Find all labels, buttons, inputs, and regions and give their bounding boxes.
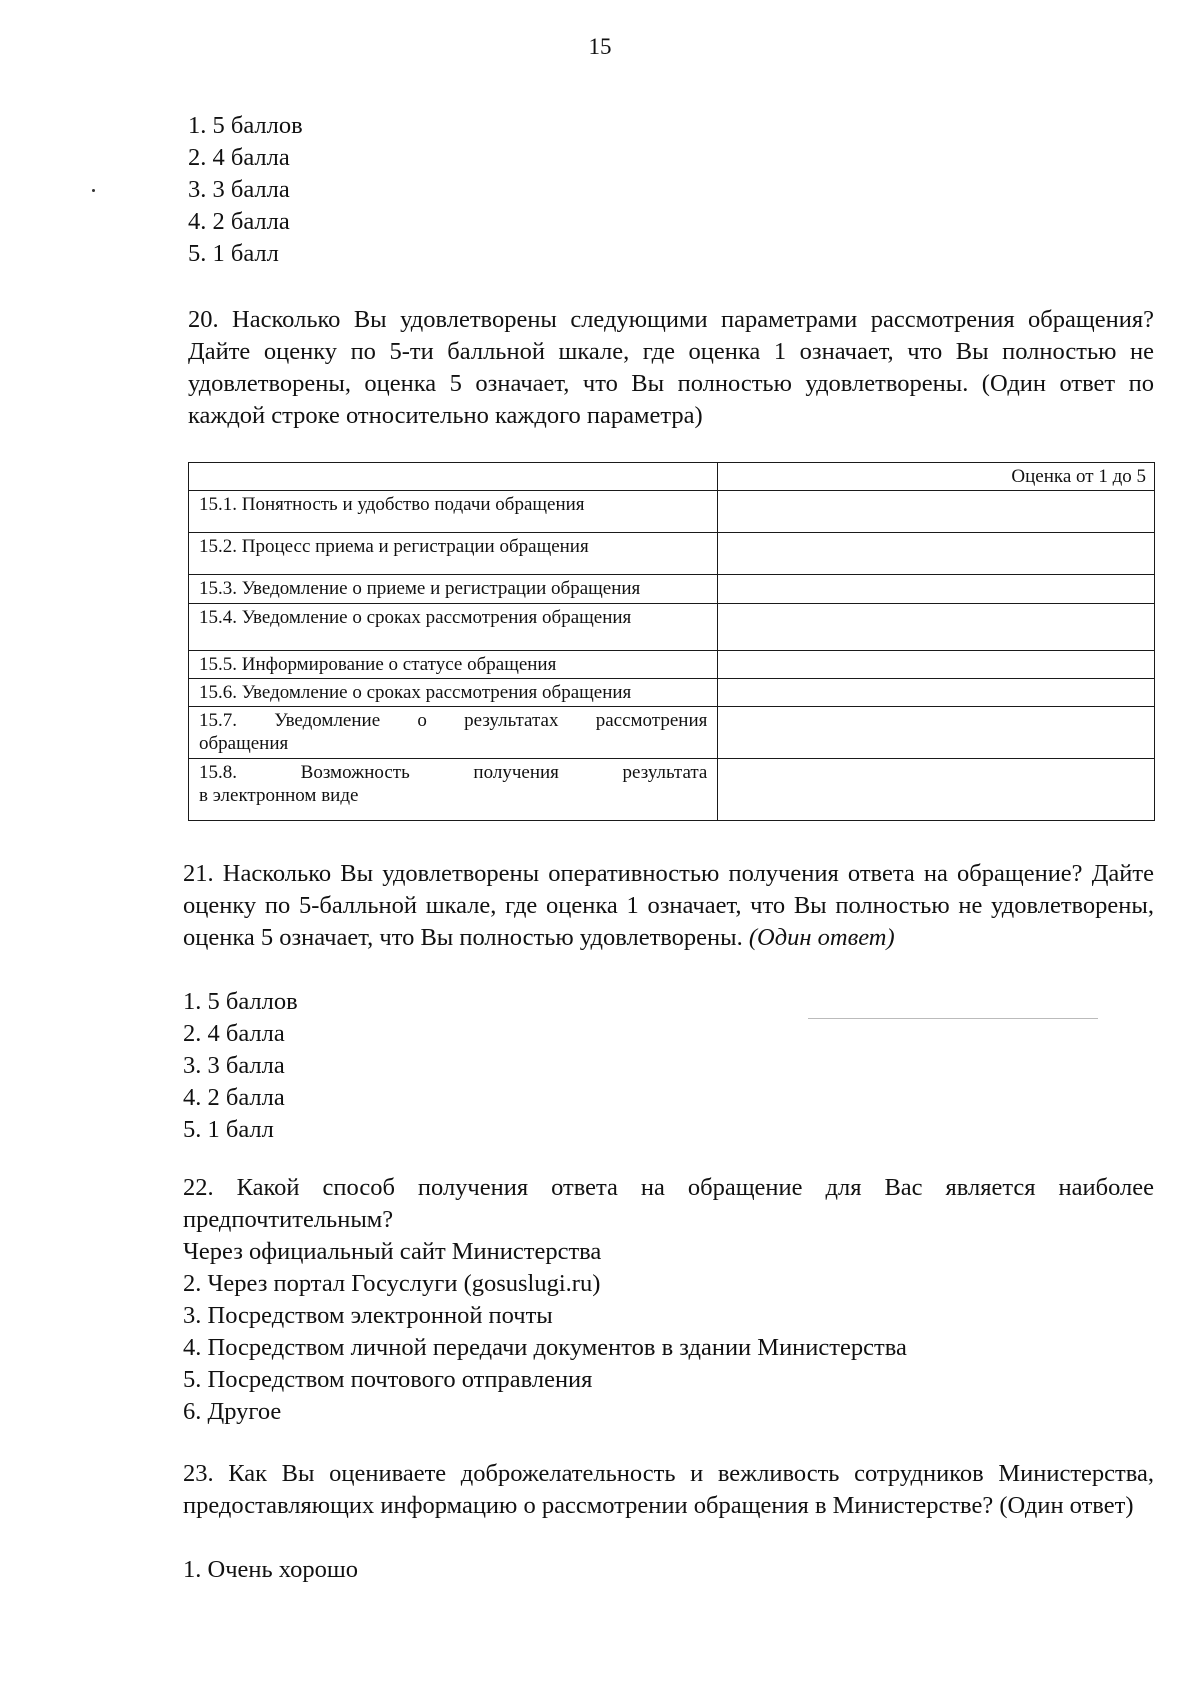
question-23-options [183,1554,783,1586]
table-row-label: 15.3. Уведомление о приеме и регистрации обращения [189,575,718,604]
list-item: 5. Посредством почтового отправления [183,1366,593,1393]
table-row [189,604,1155,651]
table-row-label [189,707,718,759]
list-item: 2. Через портал Госуслуги (gosuslugi.ru) [183,1270,601,1297]
table-header-empty [189,463,718,491]
question-21-text: 21. Насколько Вы удовлетворены оперативностью получения ответа на обращение? Дайте оценку по 5-балльной шкале, где оценка 1 означает, что Вы полностью не удовлетворены, оценка 5 означает, что Вы полностью удовлетворены. [183,860,1154,951]
table-row [189,575,1155,604]
list-item: 6. Другое [183,1398,282,1425]
table-row [189,707,1155,759]
rating-table [188,462,1155,821]
table-row-label-line: в электронном виде [199,785,359,806]
table-row-label: 15.1. Понятность и удобство подачи обращения [189,491,718,533]
scan-artifact-line [808,1018,1098,1019]
list-item: 4. 2 балла [183,1084,285,1111]
table-row [189,679,1155,707]
table-row-value[interactable] [718,679,1155,707]
list-item: 3. 3 балла [183,1052,285,1079]
table-header-row [189,463,1155,491]
page-number: 15 [588,34,612,59]
question-21-options [183,986,583,1146]
question-22-options [183,1236,1154,1428]
list-item: Через официальный сайт Министерства [183,1238,602,1265]
table-row-value[interactable] [718,575,1155,604]
scan-speck [92,189,95,192]
table-row-label: 15.4. Уведомление о сроках рассмотрения обращения [189,604,718,651]
table-row [189,651,1155,679]
table-row-label [189,759,718,821]
table-row-value[interactable] [718,651,1155,679]
table-row-label: 15.6. Уведомление о сроках рассмотрения обращения [189,679,718,707]
list-item: 2. 4 балла [188,144,290,171]
list-item: 1. 5 баллов [188,112,303,139]
table-row-label-line: 15.7. Уведомление о результатах рассмотрения [199,710,708,731]
table-row-label: 15.5. Информирование о статусе обращения [189,651,718,679]
question-21 [183,858,1154,954]
list-item: 5. 1 балл [188,240,279,267]
top-answer-list [188,110,588,270]
table-row [189,533,1155,575]
table-row-value[interactable] [718,759,1155,821]
table-row [189,759,1155,821]
table-header-score: Оценка от 1 до 5 [718,463,1155,491]
list-item: 3. 3 балла [188,176,290,203]
list-item: 4. Посредством личной передачи документов в здании Министерства [183,1334,907,1361]
list-item: 5. 1 балл [183,1116,274,1143]
table-row-label-line: обращения [199,733,289,754]
list-item: 1. 5 баллов [183,988,298,1015]
question-23: 23. Как Вы оцениваете доброжелательность и вежливость сотрудников Министерства, предоставляющих информацию о рассмотрении обращения в Министерстве? (Один ответ) [183,1460,1154,1519]
question-20: 20. Насколько Вы удовлетворены следующими параметрами рассмотрения обращения? Дайте оценку по 5-ти балльной шкале, где оценка 1 означает, что Вы полностью не удовлетворены, оценка 5 означает, что Вы полностью удовлетворены. (Один ответ по каждой строке относительно каждого параметра) [188,306,1154,429]
table-row-value[interactable] [718,604,1155,651]
question-21-note: (Один ответ) [748,924,895,951]
list-item: 2. 4 балла [183,1020,285,1047]
list-item: 1. Очень хорошо [183,1556,358,1583]
question-22: 22. Какой способ получения ответа на обращение для Вас является наиболее предпочтительным? [183,1174,1154,1233]
table-row [189,491,1155,533]
table-row-label: 15.2. Процесс приема и регистрации обращения [189,533,718,575]
table-row-label-line: 15.8. Возможность получения результата [199,762,708,783]
list-item: 3. Посредством электронной почты [183,1302,553,1329]
table-row-value[interactable] [718,533,1155,575]
table-row-value[interactable] [718,491,1155,533]
list-item: 4. 2 балла [188,208,290,235]
table-row-value[interactable] [718,707,1155,759]
